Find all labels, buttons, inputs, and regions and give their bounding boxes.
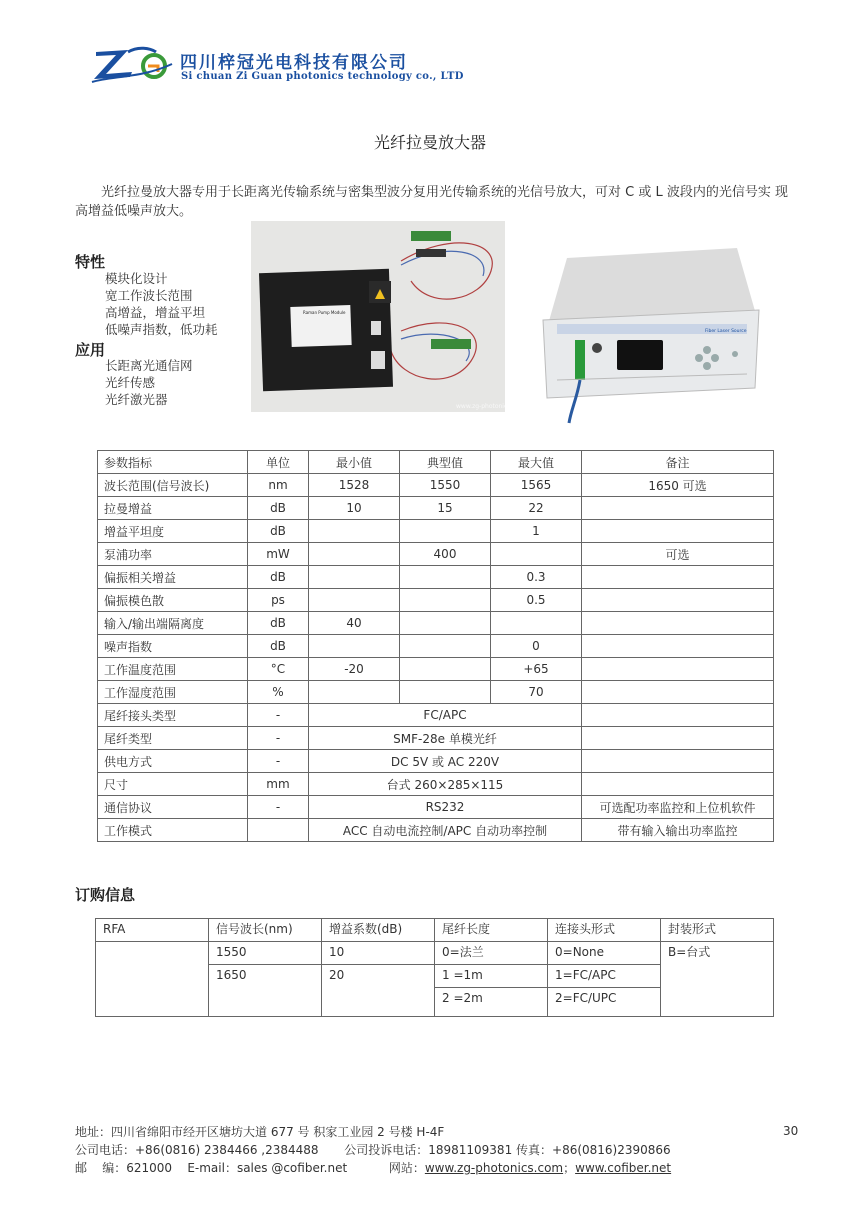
table-cell: - <box>248 796 309 819</box>
website-link[interactable]: www.cofiber.net <box>575 1161 672 1175</box>
table-cell: dB <box>248 635 309 658</box>
order-heading: 订购信息 <box>75 886 136 904</box>
table-cell: 0=法兰 <box>435 942 548 965</box>
table-cell: 1 <box>491 520 582 543</box>
table-cell: 1 =1m <box>435 965 548 988</box>
table-cell: - <box>248 727 309 750</box>
table-cell: 1650 可选 <box>582 474 774 497</box>
table-cell: 偏振相关增益 <box>98 566 248 589</box>
table-cell: 1550 <box>209 942 322 965</box>
table-cell <box>309 681 400 704</box>
table-row <box>98 681 774 704</box>
list-item: 光纤激光器 <box>105 392 168 407</box>
table-cell <box>309 566 400 589</box>
table-cell: 通信协议 <box>98 796 248 819</box>
table-cell: 70 <box>491 681 582 704</box>
order-table <box>95 918 774 1017</box>
applications-heading: 应用 <box>75 341 106 359</box>
table-cell: 噪声指数 <box>98 635 248 658</box>
table-cell: 1550 <box>400 474 491 497</box>
table-header-cell: 最小值 <box>309 451 400 474</box>
table-cell <box>400 681 491 704</box>
list-item: 模块化设计 <box>105 271 168 286</box>
table-cell: 15 <box>400 497 491 520</box>
table-cell: FC/APC <box>309 704 582 727</box>
table-row <box>98 658 774 681</box>
table-cell: -20 <box>309 658 400 681</box>
table-cell: 2=FC/UPC <box>548 988 661 1017</box>
table-header-cell: 最大值 <box>491 451 582 474</box>
device-label: Fiber Laser Source <box>705 329 747 334</box>
table-cell <box>582 635 774 658</box>
table-row <box>98 566 774 589</box>
table-cell: 可选配功率监控和上位机软件 <box>582 796 774 819</box>
table-cell: 40 <box>309 612 400 635</box>
table-cell: dB <box>248 497 309 520</box>
table-row <box>98 727 774 750</box>
table-header-cell: 封装形式 <box>661 919 774 942</box>
table-cell <box>582 773 774 796</box>
table-cell: 工作温度范围 <box>98 658 248 681</box>
list-item: 高增益，增益平坦 <box>105 305 206 320</box>
footer <box>75 1123 671 1177</box>
company-name-cn: 四川梓冠光电科技有限公司 <box>180 53 408 73</box>
table-cell: - <box>248 750 309 773</box>
table-cell <box>582 612 774 635</box>
table-cell: 22 <box>491 497 582 520</box>
table-cell <box>582 704 774 727</box>
table-cell: 2 =2m <box>435 988 548 1017</box>
table-cell: B=台式 <box>661 942 774 1017</box>
footer-postcode: 邮 编：621000 E-mail：sales @cofiber.net <box>75 1161 348 1175</box>
table-cell: 0 <box>491 635 582 658</box>
table-cell: - <box>248 704 309 727</box>
table-row <box>98 497 774 520</box>
table-cell: 10 <box>322 942 435 965</box>
table-cell: mW <box>248 543 309 566</box>
table-cell: 0.5 <box>491 589 582 612</box>
table-cell: 泵浦功率 <box>98 543 248 566</box>
footer-address: 地址：四川省绵阳市经开区塘坊大道 677 号 积家工业园 2 号楼 H-4F <box>75 1125 445 1139</box>
table-cell <box>400 658 491 681</box>
table-cell: ACC 自动电流控制/APC 自动功率控制 <box>309 819 582 842</box>
table-cell: 1650 <box>209 965 322 1017</box>
table-cell: 10 <box>309 497 400 520</box>
list-item: 光纤传感 <box>105 375 156 390</box>
page-number: 30 <box>783 1124 799 1138</box>
table-cell <box>309 543 400 566</box>
footer-phone: 公司电话：+86(0816) 2384466 ,2384488 <box>75 1143 319 1157</box>
table-header-cell: 连接头形式 <box>548 919 661 942</box>
list-item: 低噪声指数，低功耗 <box>105 322 218 337</box>
table-cell: 波长范围(信号波长) <box>98 474 248 497</box>
footer-phones <box>75 1141 671 1159</box>
table-cell: 工作湿度范围 <box>98 681 248 704</box>
table-cell: 台式 260×285×115 <box>309 773 582 796</box>
table-cell: 输入/输出端隔离度 <box>98 612 248 635</box>
features-heading: 特性 <box>75 253 106 271</box>
table-cell: 尾纤接头类型 <box>98 704 248 727</box>
table-cell <box>582 750 774 773</box>
table-row <box>98 796 774 819</box>
module-photo <box>251 221 526 412</box>
footer-complaint: 公司投诉电话：18981109381 传真：+86(0816)2390866 <box>344 1143 671 1157</box>
table-cell: 0=None <box>548 942 661 965</box>
table-cell: 1528 <box>309 474 400 497</box>
table-row <box>96 942 774 965</box>
page-title: 光纤拉曼放大器 <box>373 133 486 152</box>
table-cell: 偏振模色散 <box>98 589 248 612</box>
table-cell: dB <box>248 612 309 635</box>
table-cell: °C <box>248 658 309 681</box>
table-cell: 供电方式 <box>98 750 248 773</box>
table-cell: 工作模式 <box>98 819 248 842</box>
table-cell: % <box>248 681 309 704</box>
module-label: Raman Pump Module <box>303 310 346 315</box>
table-row <box>98 474 774 497</box>
table-cell: 1=FC/APC <box>548 965 661 988</box>
table-row <box>98 704 774 727</box>
table-cell: 20 <box>322 965 435 1017</box>
spec-table <box>97 450 774 842</box>
table-cell <box>400 612 491 635</box>
table-cell <box>582 727 774 750</box>
company-name-en: Si chuan Zi Guan photonics technology co., LTD <box>181 71 464 82</box>
list-item: 宽工作波长范围 <box>105 288 193 303</box>
table-header-cell: 典型值 <box>400 451 491 474</box>
table-cell <box>400 589 491 612</box>
table-cell <box>248 819 309 842</box>
table-cell <box>582 658 774 681</box>
table-cell <box>491 612 582 635</box>
company-logo <box>92 44 176 84</box>
table-cell: 带有输入输出功率监控 <box>582 819 774 842</box>
photo-watermark: www.zg-photonics.com <box>456 403 526 410</box>
table-header-row <box>96 919 774 942</box>
table-cell: 尺寸 <box>98 773 248 796</box>
list-item: 长距离光通信网 <box>105 358 193 373</box>
table-header-cell: 备注 <box>582 451 774 474</box>
table-header-row <box>98 451 774 474</box>
table-header-cell: 增益系数(dB) <box>322 919 435 942</box>
table-cell: DC 5V 或 AC 220V <box>309 750 582 773</box>
table-row <box>98 520 774 543</box>
table-cell <box>582 681 774 704</box>
table-cell: 拉曼增益 <box>98 497 248 520</box>
table-row <box>98 612 774 635</box>
device-photo <box>537 238 763 423</box>
footer-contact <box>75 1159 671 1177</box>
applications-list <box>105 357 193 408</box>
table-cell <box>400 635 491 658</box>
table-header-cell: RFA <box>96 919 209 942</box>
table-cell: dB <box>248 566 309 589</box>
table-cell <box>582 566 774 589</box>
website-link[interactable]: www.zg-photonics.com <box>424 1161 564 1175</box>
table-cell <box>96 942 209 1017</box>
table-row <box>98 819 774 842</box>
table-cell <box>400 520 491 543</box>
table-header-cell: 单位 <box>248 451 309 474</box>
table-row <box>98 589 774 612</box>
intro-paragraph: 光纤拉曼放大器专用于长距离光传输系统与密集型波分复用光传输系统的光信号放大，可对 C 或 L 波段内的光信号实 现高增益低噪声放大。 <box>75 185 788 219</box>
table-cell: dB <box>248 520 309 543</box>
table-cell <box>491 543 582 566</box>
table-cell <box>582 520 774 543</box>
table-row <box>98 750 774 773</box>
table-cell <box>309 520 400 543</box>
table-cell: 尾纤类型 <box>98 727 248 750</box>
table-row <box>98 773 774 796</box>
table-cell: +65 <box>491 658 582 681</box>
table-row <box>98 635 774 658</box>
table-cell <box>582 589 774 612</box>
table-cell: SMF-28e 单模光纤 <box>309 727 582 750</box>
table-cell: mm <box>248 773 309 796</box>
table-header-cell: 信号波长(nm) <box>209 919 322 942</box>
table-cell: 400 <box>400 543 491 566</box>
table-cell: 增益平坦度 <box>98 520 248 543</box>
footer-website-sep: ； <box>563 1161 576 1175</box>
table-cell: 可选 <box>582 543 774 566</box>
table-cell: 1565 <box>491 474 582 497</box>
table-cell: ps <box>248 589 309 612</box>
table-cell: RS232 <box>309 796 582 819</box>
table-cell <box>582 497 774 520</box>
footer-website-label: 网站： <box>388 1161 425 1175</box>
table-header-cell: 尾纤长度 <box>435 919 548 942</box>
table-cell: 0.3 <box>491 566 582 589</box>
table-cell <box>309 635 400 658</box>
features-list <box>105 270 218 338</box>
table-header-cell: 参数指标 <box>98 451 248 474</box>
table-cell <box>400 566 491 589</box>
table-cell: nm <box>248 474 309 497</box>
table-row <box>98 543 774 566</box>
table-cell <box>309 589 400 612</box>
